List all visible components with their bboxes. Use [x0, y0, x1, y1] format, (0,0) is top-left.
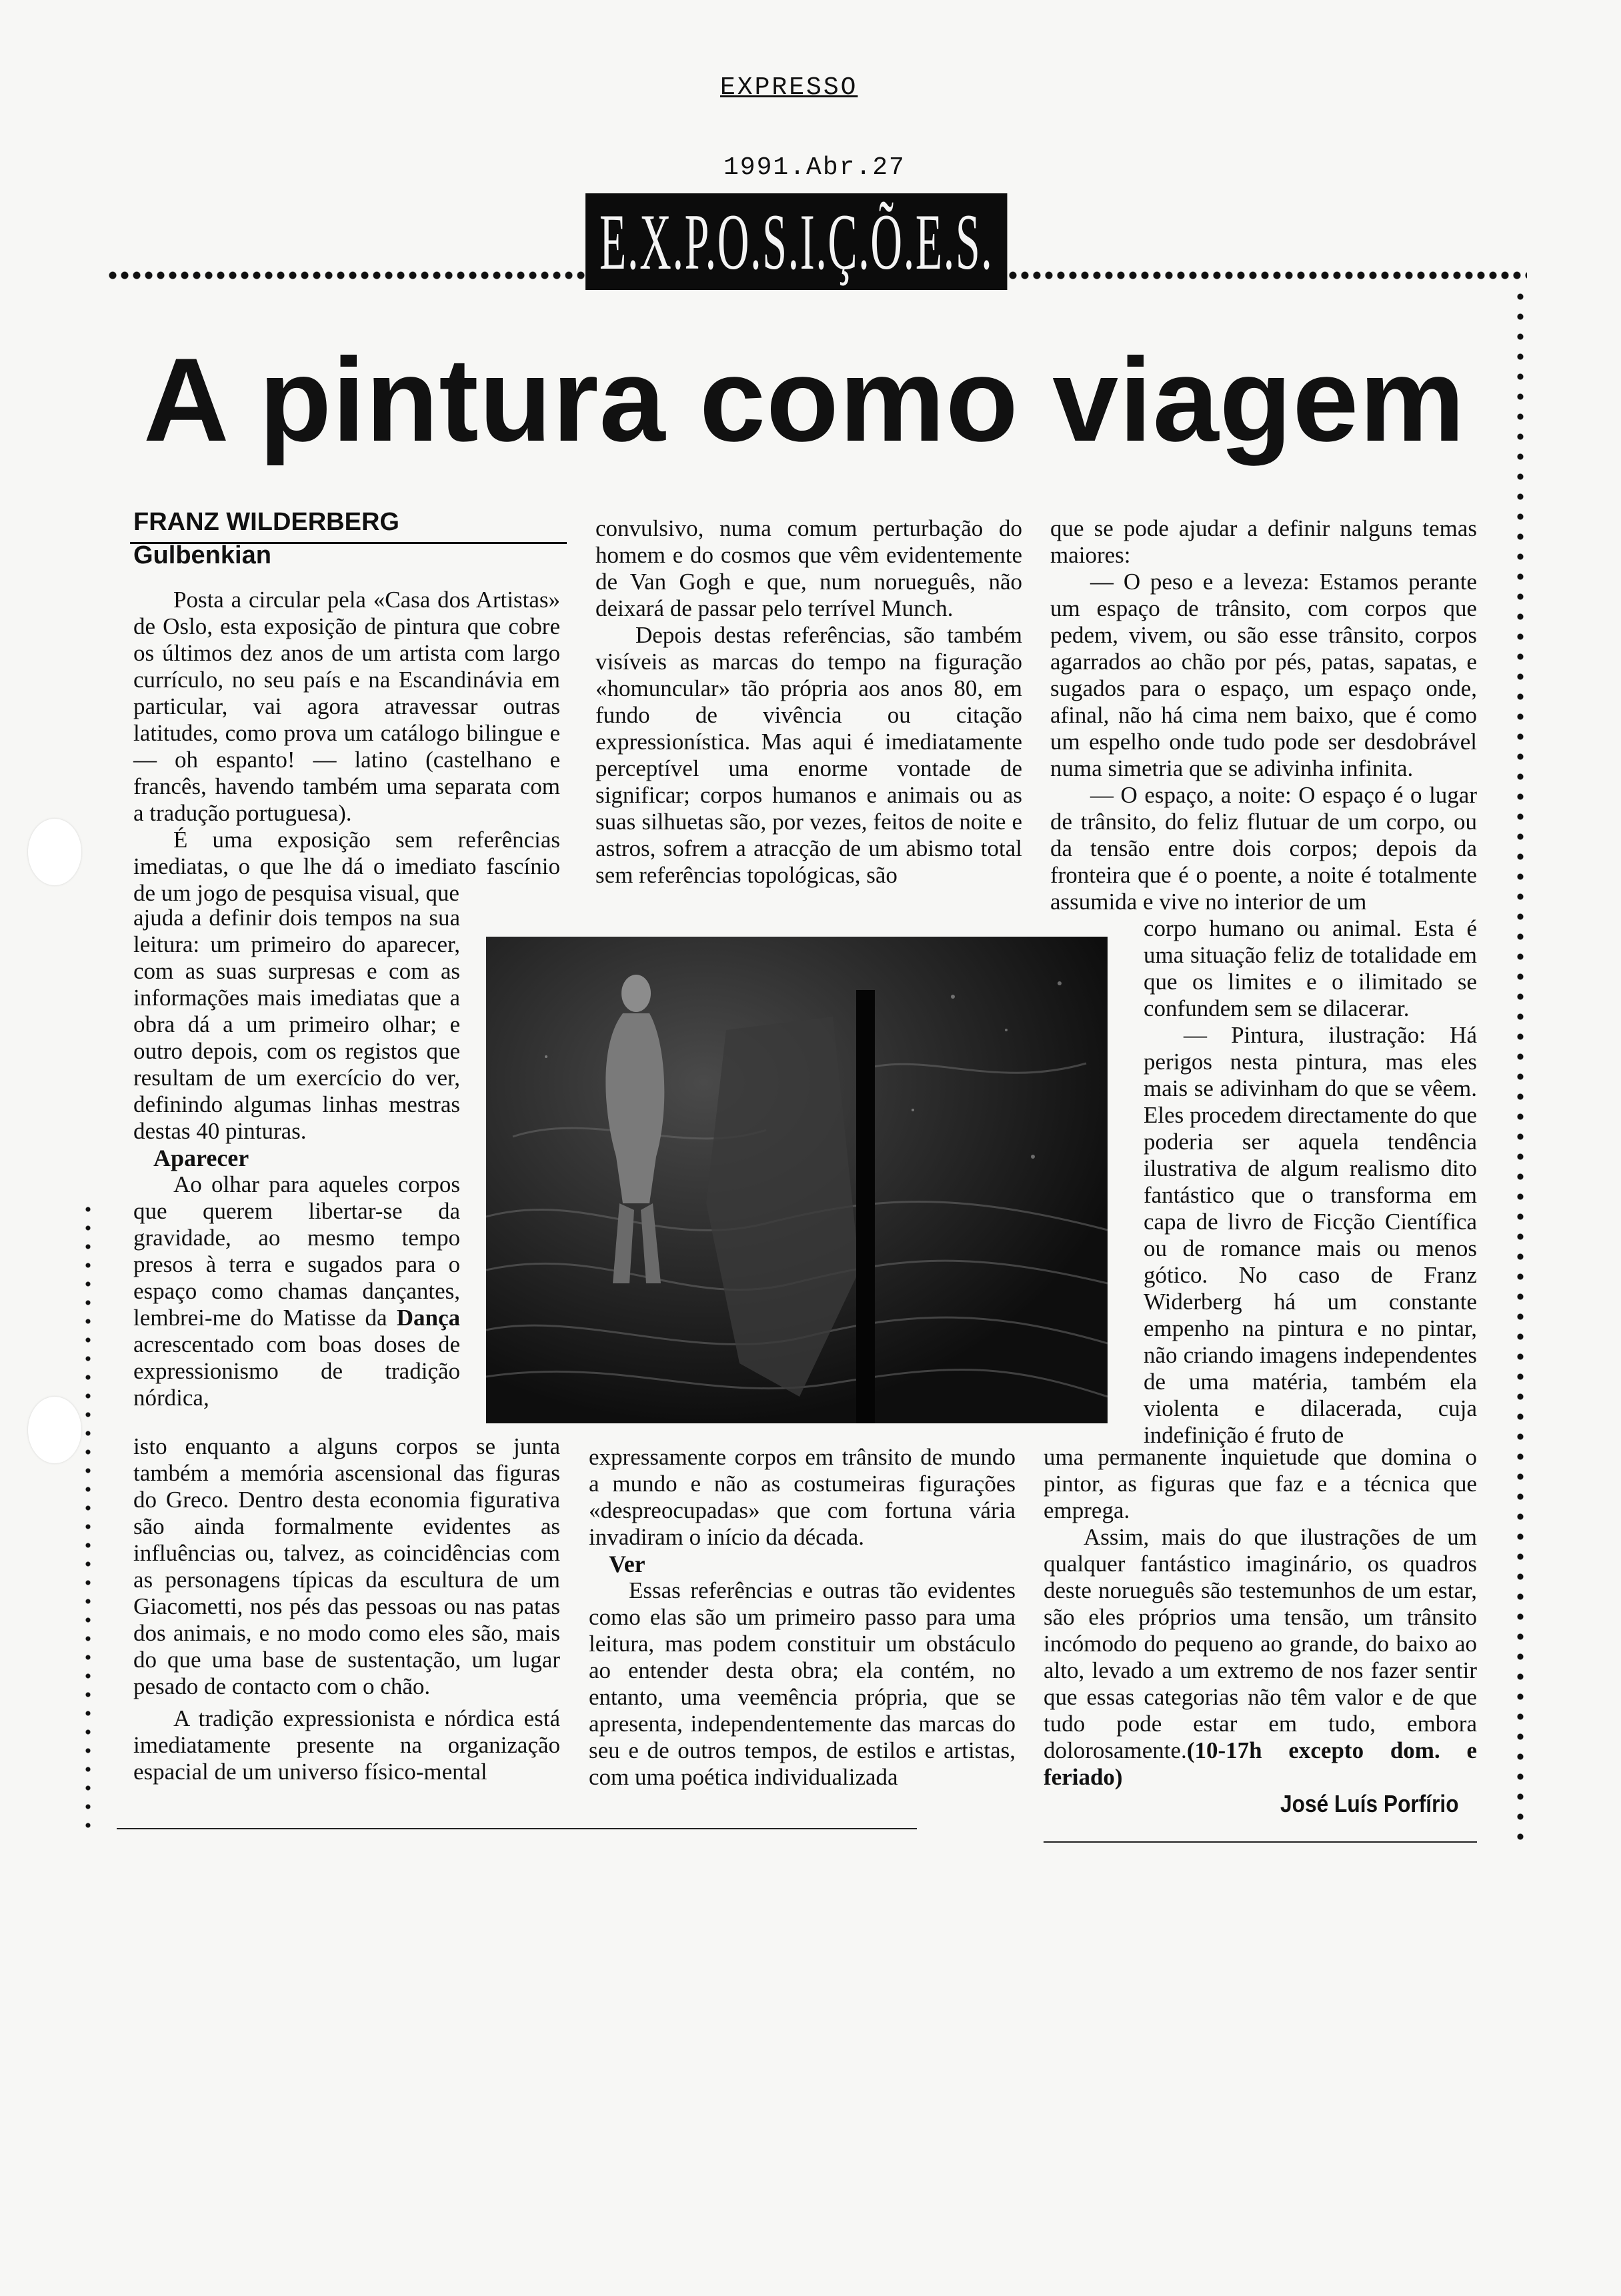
- author-byline: José Luís Porfírio: [1280, 1790, 1459, 1817]
- paragraph: Depois destas referências, são também visíveis as marcas do tempo na figuração «homuncular» tão própria aos anos 80, em fundo de vivência ou citação expressionística. Mas aqui é imediatamente perceptível uma enorme vontade de significar; corpos humanos e animais ou as suas silhuetas são, por vezes, feitos de noite e astros, sofrem a atracção de um abismo total sem referências topológicas, são: [595, 622, 1022, 888]
- bottom-rule: [117, 1828, 917, 1829]
- paragraph: — O espaço, a noite: O espaço é o lugar de trânsito, do feliz flutuar de um corpo, ou da tensão entre dois corpos; depois da fronteira que é o poente, a noite é totalmente assumida e vive no interior de um: [1050, 782, 1477, 915]
- paragraph: — Pintura, ilustração: Há perigos nesta pintura, mas eles mais se adivinham do que se vêem. Eles procedem directamente do que poderia ser aquela tendência ilustrativa de algum realismo dito fantástico que o transforma em capa de livro de Ficção Científica ou de romance mais ou menos gótico. No caso de Franz Widerberg há um constante empenho na pintura e no pintar, não criando imagens independentes de uma matéria, também ela violenta e dilacerada, cuja indefinição é fruto de: [1144, 1022, 1477, 1448]
- subheading: Aparecer: [153, 1145, 249, 1171]
- column-3-wrap: [1144, 915, 1477, 1449]
- paragraph: — O peso e a leveza: Estamos perante um espaço de trânsito, com corpos que pedem, vivem, ou são esse trânsito, corpos agarrados ao chão por pés, patas, sapatas, e sugados para o espaço, um espaço onde, afinal, não há cima nem baixo, que é como um espelho onde tudo pode ser desdobrável numa simetria que se adivinha infinita.: [1050, 569, 1477, 781]
- column-2-top: [595, 515, 1022, 889]
- painting-photo: [486, 937, 1108, 1423]
- paragraph: É uma exposição sem referências imediatas, o que lhe dá o imediato fascínio de um jogo de pesquisa visual, que: [133, 827, 560, 906]
- bottom-rule-right: [1044, 1841, 1477, 1843]
- paragraph: expressamente corpos em trânsito de mundo a mundo e não as costumeiras figurações «despreocupadas» que com fortuna vária invadiram o início da década.: [589, 1444, 1016, 1550]
- date-stamp: 1991.Abr.27: [723, 153, 906, 182]
- subheading: Ver: [609, 1551, 645, 1577]
- venue-name: Gulbenkian: [133, 541, 271, 569]
- column-2-bottom: [589, 1444, 1016, 1791]
- headline: A pintura como viagem: [143, 333, 1466, 466]
- paragraph: corpo humano ou animal. Esta é uma situação feliz de totalidade em que os limites e o ilimitado se confundem sem se dilacerar.: [1144, 915, 1477, 1021]
- paragraph: isto enquanto a alguns corpos se junta também a memória ascensional das figuras do Greco. Dentro desta economia figurativa são ainda formalmente evidentes as influências ou, talvez, as coincidências com as personagens típicas da escultura de um Giacometti, nos pés das pessoas ou nas patas dos animais, e no modo como eles são, mais do que uma base de sustentação, um lugar pesado de contacto com o chão.: [133, 1433, 560, 1699]
- painting-photo-icon: [486, 937, 1108, 1423]
- column-1-top: [133, 587, 560, 907]
- source-label: EXPRESSO: [720, 73, 858, 102]
- dotted-rule-right: [1007, 269, 1527, 281]
- bold-title: Dança: [396, 1305, 460, 1331]
- dotted-rule-vertical: [1515, 287, 1526, 1840]
- paragraph: ajuda a definir dois tempos na sua leitura: um primeiro do aparecer, com as suas surpresas e com as informações mais imediatas que a obra dá a um primeiro olhar; e outro depois, com os registos que resultam de um exercício do ver, definindo algumas linhas mestras destas 40 pinturas.: [133, 905, 460, 1144]
- paragraph: Ao olhar para aqueles corpos que querem libertar-se da gravidade, ao mesmo tempo presos à terra e sugados para o espaço como chamas dançantes, lembrei-me do Matisse da Dança acrescentado com boas doses de expressionismo de tradição nórdica,: [133, 1171, 460, 1411]
- paragraph: uma permanente inquietude que domina o pintor, as figuras que faz e a técnica que emprega.: [1044, 1444, 1477, 1523]
- paragraph: Assim, mais do que ilustrações de um qualquer fantástico imaginário, os quadros deste norueguês são testemunhos de um estar, são eles próprios uma tensão, um trânsito incómodo do pequeno ao grande, do baixo ao alto, levado a um extremo de nos fazer sentir que essas categorias não têm valor e de que tudo pode estar em tudo, embora dolorosamente.(10-17h excepto dom. e feriado): [1044, 1524, 1477, 1790]
- dotted-rule-left: [107, 269, 587, 281]
- column-1-wrap: [133, 905, 460, 1411]
- punch-hole: [28, 1397, 81, 1463]
- opening-hours: (10-17h excepto dom. e feriado): [1044, 1737, 1477, 1790]
- paragraph: A tradição expressionista e nórdica está imediatamente presente na organização espacial de um universo físico-mental: [133, 1705, 560, 1785]
- punch-hole: [28, 819, 81, 885]
- column-3-bottom: [1044, 1444, 1477, 1791]
- column-1-bottom: [133, 1433, 560, 1785]
- dotted-rule-vertical-left: [83, 1200, 93, 1840]
- section-banner: E.X.P.O.S.I.Ç.Õ.E.S.: [585, 193, 1008, 290]
- artist-name: FRANZ WILDERBERG: [133, 508, 399, 536]
- paragraph: que se pode ajudar a definir nalguns temas maiores:: [1050, 515, 1477, 568]
- paragraph: convulsivo, numa comum perturbação do homem e do cosmos que vêm evidentemente de Van Gogh e que, num norueguês, não deixará de passar pelo terrível Munch.: [595, 515, 1022, 621]
- column-3-top: [1050, 515, 1477, 915]
- paragraph: Posta a circular pela «Casa dos Artistas» de Oslo, esta exposição de pintura que cobre os últimos dez anos de um artista com largo currículo, no seu país e na Escandinávia em particular, vai agora atravessar outras latitudes, como prova um catálogo bilingue e — oh espanto! — latino (castelhano e francês, havendo também uma separata com a tradução portuguesa).: [133, 587, 560, 826]
- paragraph: Essas referências e outras tão evidentes como elas são um primeiro passo para uma leitura, mas podem constituir um obstáculo ao entender desta obra; ela contém, no entanto, uma veemência própria, que se apresenta, independentemente das marcas do seu e de outros tempos, de estilos e artistas, com uma poética individualizada: [589, 1577, 1016, 1790]
